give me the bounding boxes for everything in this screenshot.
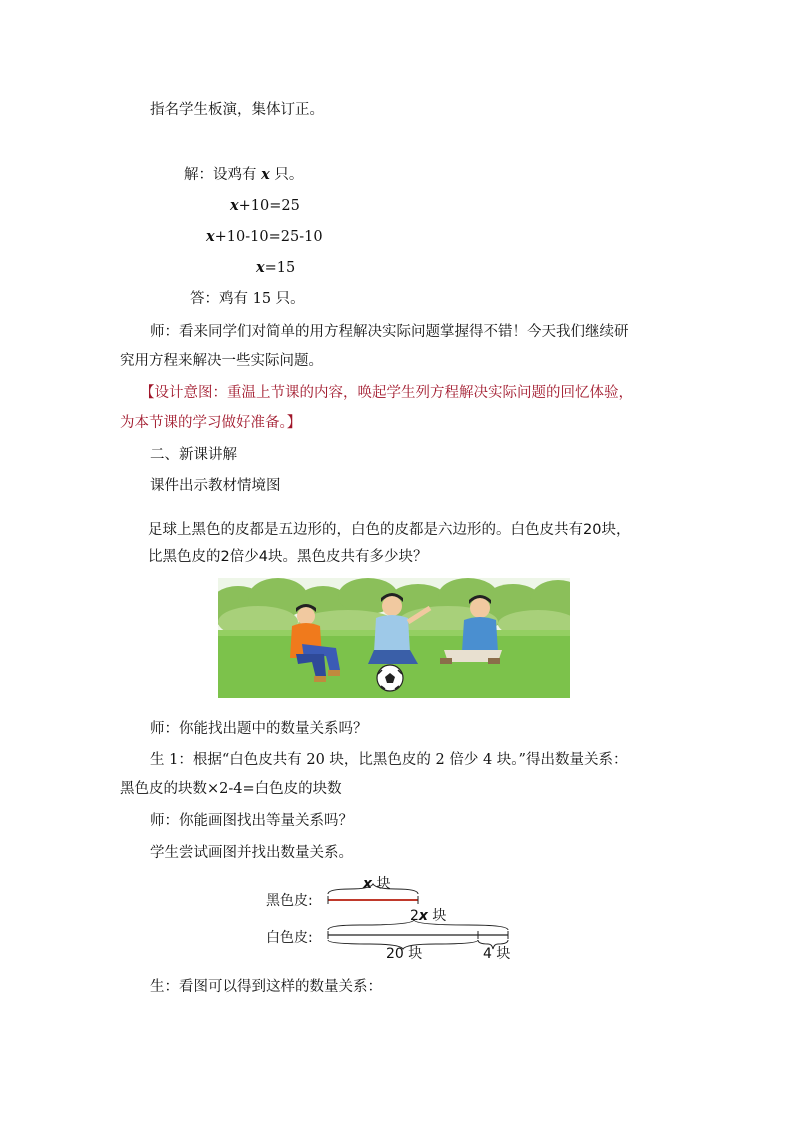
equation-2: x+10-10=25-10 bbox=[206, 228, 323, 245]
segment-lines bbox=[260, 872, 520, 964]
problem-text-line1: 足球上黑色的皮都是五边形的，白色的皮都是六边形的。白色皮共有20块， bbox=[148, 522, 631, 538]
courseware-caption: 课件出示教材情境图 bbox=[150, 478, 281, 494]
student-2-answer: 生：看图可以得到这样的数量关系： bbox=[150, 979, 382, 995]
brace-x bbox=[328, 884, 418, 894]
student-try-caption: 学生尝试画图并找出数量关系。 bbox=[150, 845, 353, 861]
teacher-question-2: 师：你能找出题中的数量关系吗？ bbox=[150, 721, 368, 737]
twenty-blocks-label: 20 块 bbox=[386, 946, 423, 962]
textbook-scene-illustration bbox=[218, 578, 570, 698]
teacher-question-3: 师：你能画图找出等量关系吗？ bbox=[150, 813, 353, 829]
section-heading-new-lesson: 二、新课讲解 bbox=[150, 447, 237, 463]
black-label: 黑色皮: bbox=[266, 893, 313, 909]
brace-2x bbox=[328, 920, 508, 930]
segment-diagram bbox=[260, 872, 520, 964]
paragraph-board-work: 指名学生板演，集体订正。 bbox=[150, 102, 324, 118]
x-blocks-label: x 块 bbox=[363, 876, 391, 892]
equation-3: x=15 bbox=[256, 259, 296, 276]
solution-intro: 解：设鸡有 x 只。 bbox=[184, 166, 304, 183]
soccer-ball-icon bbox=[377, 665, 403, 691]
brace-4 bbox=[478, 940, 508, 949]
answer-line: 答：鸡有 15 只。 bbox=[190, 291, 305, 307]
design-intent-line1: 【设计意图：重温上节课的内容，唤起学生列方程解决实际问题的回忆体验， bbox=[140, 385, 633, 401]
problem-text-line2: 比黑色皮的2倍少4块。黑色皮共有多少块？ bbox=[148, 549, 428, 565]
white-label: 白色皮: bbox=[266, 930, 313, 946]
two-x-blocks-label: 2x 块 bbox=[410, 908, 447, 924]
student-1-answer-line1: 生 1：根据“白色皮共有 20 块，比黑色皮的 2 倍少 4 块。”得出数量关系： bbox=[150, 752, 628, 768]
design-intent-line2: 为本节课的学习做好准备。】 bbox=[120, 415, 302, 431]
equation-1: x+10=25 bbox=[230, 197, 300, 214]
brace-20 bbox=[328, 940, 478, 949]
teacher-remark-1-line2: 究用方程来解决一些实际问题。 bbox=[120, 353, 323, 369]
four-blocks-label: 4 块 bbox=[483, 946, 511, 962]
teacher-remark-1-line1: 师：看来同学们对简单的用方程解决实际问题掌握得不错！今天我们继续研 bbox=[150, 324, 629, 340]
student-1-answer-line2: 黑色皮的块数×2-4=白色皮的块数 bbox=[120, 781, 342, 797]
